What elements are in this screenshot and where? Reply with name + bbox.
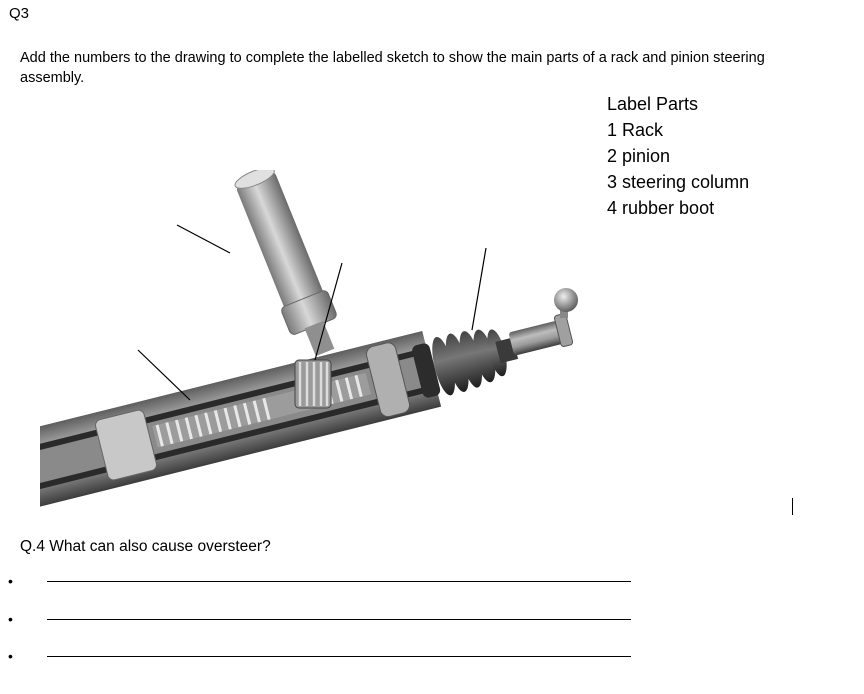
bullet-3: • xyxy=(8,648,13,664)
leader-line-column xyxy=(177,225,230,253)
ball-joint xyxy=(554,288,578,312)
legend-item-rack: 1 Rack xyxy=(607,120,664,140)
label-parts-legend xyxy=(607,91,749,221)
steering-column xyxy=(229,170,348,362)
answer-line-1[interactable] xyxy=(47,581,631,582)
answer-line-3[interactable] xyxy=(47,656,631,657)
answer-row-1 xyxy=(0,573,660,593)
rubber-boot xyxy=(410,319,523,402)
question-4-text: Q.4 What can also cause oversteer? xyxy=(20,538,271,555)
legend-item-rubber-boot: 4 rubber boot xyxy=(607,198,715,218)
question-3-label: Q3 xyxy=(9,5,30,22)
answer-line-2[interactable] xyxy=(47,619,631,620)
legend-item-steering-column: 3 steering column xyxy=(607,172,750,192)
legend-item-pinion: 2 pinion xyxy=(607,146,671,166)
question-3-instruction: Add the numbers to the drawing to complete the labelled sketch to show the main parts of a rack and pinion steering assembly. xyxy=(20,50,765,86)
bullet-1: • xyxy=(8,573,13,589)
leader-line-boot xyxy=(472,248,486,330)
bullet-2: • xyxy=(8,611,13,627)
answer-row-2 xyxy=(0,611,660,631)
text-cursor xyxy=(792,498,793,515)
leader-line-rack xyxy=(138,350,190,400)
tie-rod xyxy=(507,313,573,359)
answer-row-3 xyxy=(0,648,660,668)
rack-housing xyxy=(40,331,441,508)
legend-title: Label Parts xyxy=(607,94,699,114)
rack-and-pinion-drawing xyxy=(40,170,600,515)
pinion-gear xyxy=(295,360,331,408)
